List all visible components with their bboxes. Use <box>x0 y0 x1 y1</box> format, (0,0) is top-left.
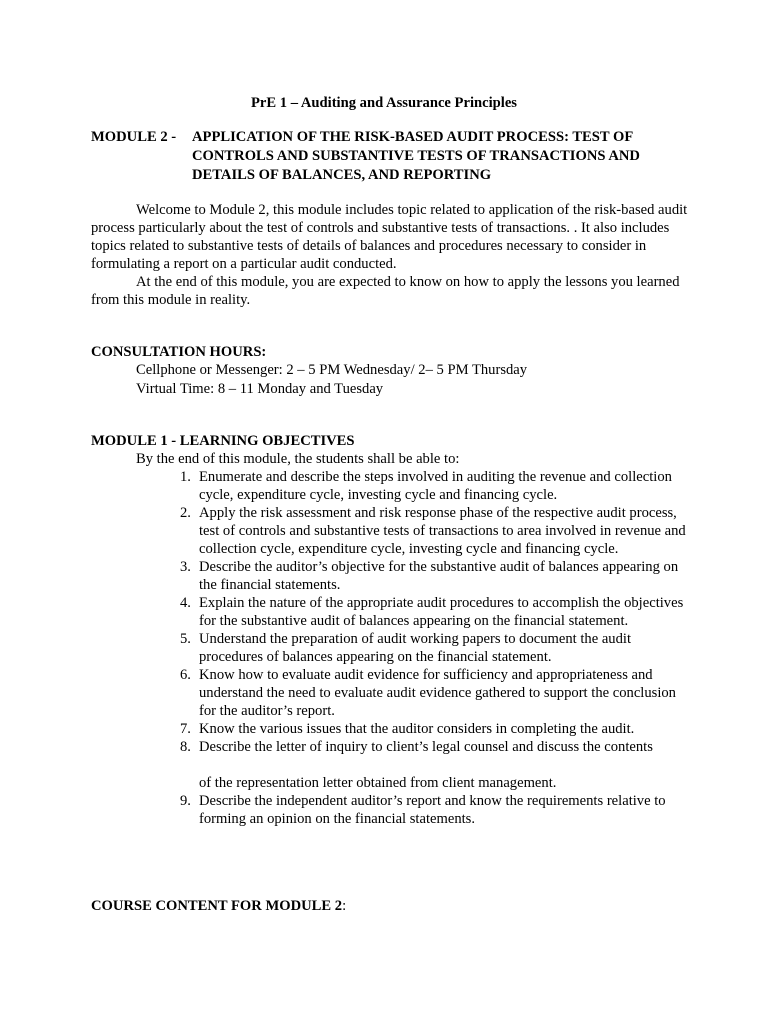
objective-item <box>175 792 695 828</box>
objective-number: 2. <box>180 505 191 521</box>
objective-text: Know how to evaluate audit evidence for sufficiency and appropriateness and understand the need to evaluate audit evidence gathered to support the conclusion for the auditor’s report. <box>199 667 676 719</box>
course-title: PrE 1 – Auditing and Assurance Principles <box>251 95 517 111</box>
objective-text: Enumerate and describe the steps involved in auditing the revenue and collection cycle, expenditure cycle, investing cycle and financing cycle. <box>199 469 672 503</box>
objective-number: 3. <box>180 559 191 575</box>
objective-continuation: of the representation letter obtained from client management. <box>199 775 557 791</box>
objective-number: 5. <box>180 631 191 647</box>
objective-text: Explain the nature of the appropriate audit procedures to accomplish the objectives for the substantive audit of balances appearing on the financial statement. <box>199 595 684 629</box>
intro-paragraph-2: At the end of this module, you are expected to know on how to apply the lessons you learned from this module in reality. <box>91 274 680 308</box>
objective-item <box>175 720 695 738</box>
objective-number: 6. <box>180 667 191 683</box>
objective-text: Apply the risk assessment and risk response phase of the respective audit process, test of controls and substantive tests of transactions to area involved in revenue and collection cycle, expenditure cycle, investing cycle and financing cycle. <box>199 505 686 557</box>
objective-text: Describe the auditor’s objective for the substantive audit of balances appearing on the financial statements. <box>199 559 679 593</box>
objectives-list <box>175 468 695 828</box>
objectives-intro: By the end of this module, the students shall be able to: <box>136 451 460 467</box>
objective-item <box>175 630 695 666</box>
objective-item <box>175 504 695 558</box>
consultation-heading: CONSULTATION HOURS: <box>91 344 267 360</box>
objective-number: 7. <box>180 721 191 737</box>
objective-number: 8. <box>180 739 191 755</box>
module-label: MODULE 2 - <box>91 129 177 145</box>
objective-item <box>175 666 695 720</box>
objective-number: 4. <box>180 595 191 611</box>
course-content-title: COURSE CONTENT FOR MODULE 2 <box>91 898 343 914</box>
objective-number: 9. <box>180 793 191 809</box>
course-content-colon: : <box>342 898 347 914</box>
intro-section <box>91 201 691 309</box>
objective-text: Describe the letter of inquiry to client’s legal counsel and discuss the contents <box>199 739 653 755</box>
objective-item <box>175 594 695 630</box>
objectives-heading: MODULE 1 - LEARNING OBJECTIVES <box>91 433 355 449</box>
objective-item <box>175 558 695 594</box>
objective-number: 1. <box>180 469 191 485</box>
course-content-heading <box>91 897 346 915</box>
objective-item <box>175 738 695 792</box>
consultation-line-cellphone: Cellphone or Messenger: 2 – 5 PM Wednesday/ 2– 5 PM Thursday <box>136 362 528 378</box>
module-title: APPLICATION OF THE RISK-BASED AUDIT PROCESS: TEST OF CONTROLS AND SUBSTANTIVE TESTS OF TRANSACTIONS AND DETAILS OF BALANCES, AND REPORTING <box>192 129 640 183</box>
consultation-line-virtual: Virtual Time: 8 – 11 Monday and Tuesday <box>136 381 384 397</box>
objective-item <box>175 468 695 504</box>
intro-paragraph-1: Welcome to Module 2, this module includes topic related to application of the risk-based audit process particularly about the test of controls and substantive tests of transactions. . It also includes topics related to substantive tests of details of balances and procedures necessary to consider in formulating a report on a particular audit conducted. <box>91 202 688 272</box>
objective-text: Describe the independent auditor’s report and know the requirements relative to forming an opinion on the financial statements. <box>199 793 666 827</box>
objective-text: Know the various issues that the auditor considers in completing the audit. <box>199 721 635 737</box>
objective-text: Understand the preparation of audit working papers to document the audit procedures of balances appearing on the financial statement. <box>199 631 632 665</box>
